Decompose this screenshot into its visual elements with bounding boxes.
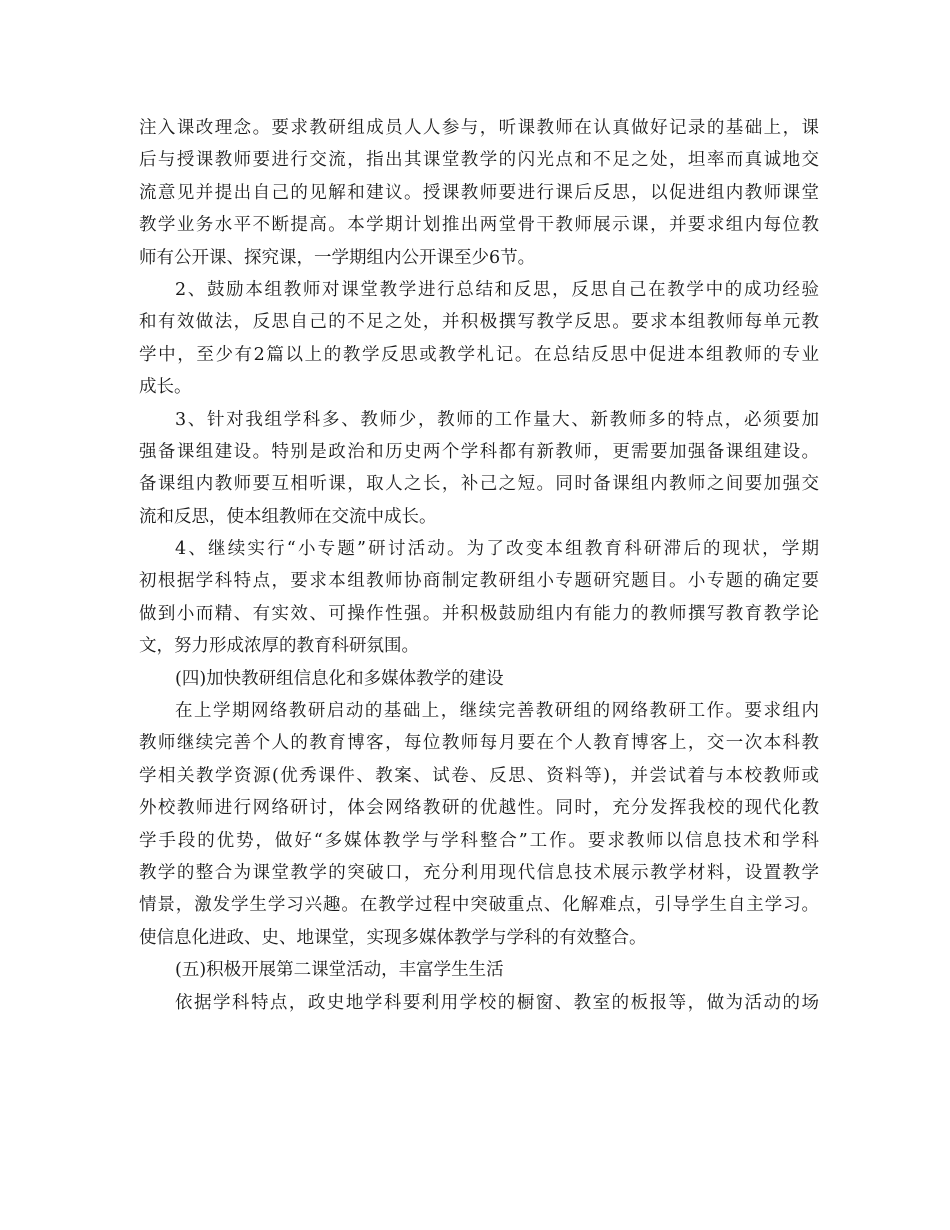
text-line: 教学的整合为课堂教学的突破口，充分利用现代信息技术展示教学材料，设置教学 <box>139 862 819 883</box>
text-line: 外校教师进行网络研讨，体会网络教研的优越性。同时，充分发挥我校的现代化教 <box>139 798 819 819</box>
text-line: 注入课改理念。要求教研组成员人人参与，听课教师在认真做好记录的基础上，课 <box>139 118 819 138</box>
text-line: 4、继续实行“小专题”研讨活动。为了改变本组教育科研滞后的现状，学期 <box>175 539 819 560</box>
text-line: (五)积极开展第二课堂活动，丰富学生生活 <box>175 960 504 981</box>
text-line: 教师继续完善个人的教育博客，每位教师每月要在个人教育博客上，交一次本科教 <box>139 733 819 754</box>
text-line: 流意见并提出自己的见解和建议。授课教师要进行课后反思，以促进组内教师课堂 <box>139 182 819 203</box>
text-line: (四)加快教研组信息化和多媒体教学的建设 <box>175 668 504 689</box>
text-line: 学相关教学资源(优秀课件、教案、试卷、反思、资料等)，并尝试着与本校教师或 <box>139 765 819 786</box>
text-line: 学手段的优势，做好“多媒体教学与学科整合”工作。要求教师以信息技术和学科 <box>139 830 819 851</box>
text-line: 教学业务水平不断提高。本学期计划推出两堂骨干教师展示课，并要求组内每位教 <box>139 215 819 236</box>
text-line: 依据学科特点，政史地学科要利用学校的橱窗、教室的板报等，做为活动的场 <box>175 992 819 1013</box>
text-line: 2、鼓励本组教师对课堂教学进行总结和反思，反思自己在教学中的成功经验 <box>175 279 819 300</box>
text-line: 初根据学科特点，要求本组教师协商制定教研组小专题研究题目。小专题的确定要 <box>139 571 819 592</box>
text-line: 3、针对我组学科多、教师少，教师的工作量大、新教师多的特点，必须要加 <box>175 409 819 430</box>
text-line: 学中，至少有2篇以上的教学反思或教学札记。在总结反思中促进本组教师的专业 <box>139 344 819 365</box>
text-line: 成长。 <box>139 377 192 398</box>
text-line: 使信息化进政、史、地课堂，实现多媒体教学与学科的有效整合。 <box>139 927 647 948</box>
document-body <box>139 112 819 1019</box>
text-line: 备课组内教师要互相听课，取人之长，补己之短。同时备课组内教师之间要加强交 <box>139 474 819 495</box>
text-line: 做到小而精、有实效、可操作性强。并积极鼓励组内有能力的教师撰写教育教学论 <box>139 603 819 624</box>
text-line: 文，努力形成浓厚的教育科研氛围。 <box>139 636 419 657</box>
text-line: 和有效做法，反思自己的不足之处，并积极撰写教学反思。要求本组教师每单元教 <box>139 312 819 333</box>
text-line: 在上学期网络教研启动的基础上，继续完善教研组的网络教研工作。要求组内 <box>175 701 819 722</box>
text-line: 情景，激发学生学习兴趣。在教学过程中突破重点、化解难点，引导学生自主学习。 <box>139 895 819 916</box>
text-line: 强备课组建设。特别是政治和历史两个学科都有新教师，更需要加强备课组建设。 <box>139 441 819 462</box>
text-line: 后与授课教师要进行交流，指出其课堂教学的闪光点和不足之处，坦率而真诚地交 <box>139 150 819 171</box>
text-line: 流和反思，使本组教师在交流中成长。 <box>139 506 437 527</box>
text-line: 师有公开课、探究课，一学期组内公开课至少6节。 <box>139 247 536 268</box>
